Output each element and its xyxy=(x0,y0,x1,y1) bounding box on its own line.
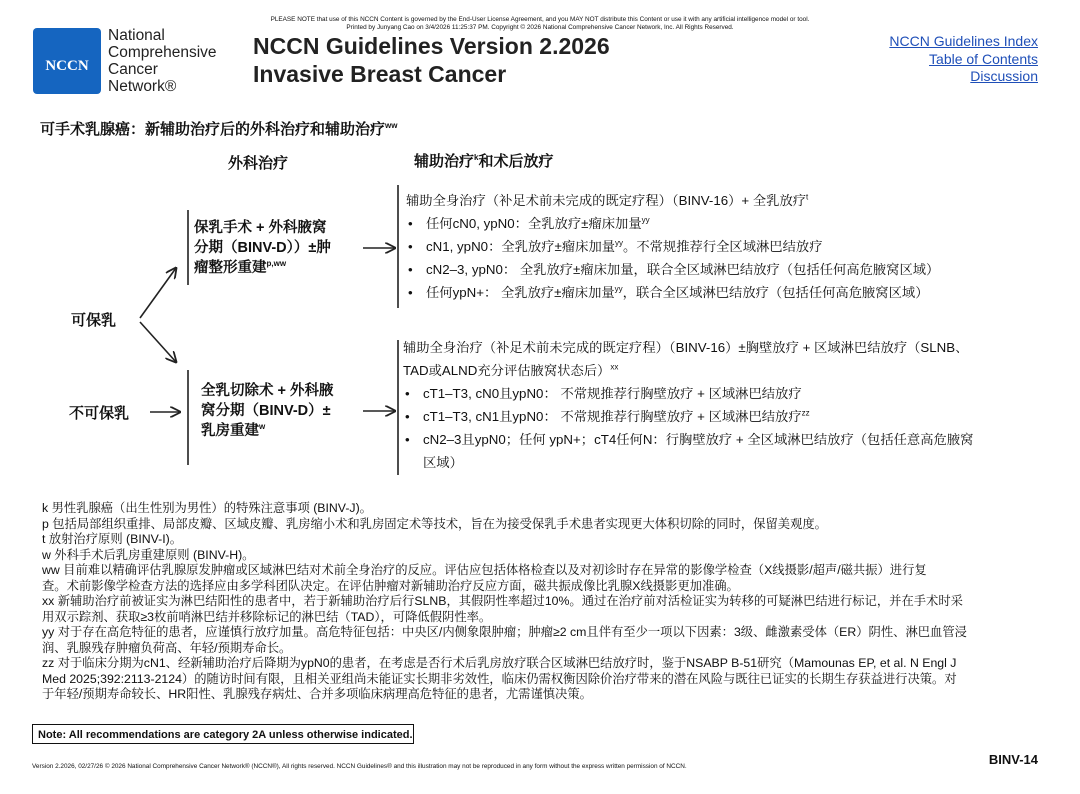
surgery-box-conserving xyxy=(194,218,331,278)
guideline-topic-title: Invasive Breast Cancer xyxy=(253,61,507,87)
footnote-xx-line-1: xx 新辅助治疗前被证实为淋巴结阳性的患者中，若于新辅助治疗后行SLNB，其假阴性率超过10%。通过在治疗前对活检证实为转移的可疑淋巴结进行标记，并在手术时采 xyxy=(42,594,963,608)
rec2-intro-2-text: TAD或ALND充分评估腋窝状态后） xyxy=(403,363,611,378)
arrow-to-conserving-surgery xyxy=(140,268,176,318)
logo-line-4: Network® xyxy=(108,78,177,95)
footnote-zz-line-3: 于年轻/预期寿命较长、HR阳性、乳腺残存病灶、合并多项临床病理高危特征的患者，尤需谨慎决策。 xyxy=(42,687,592,701)
rec2-item-2-text: cT1–T3, cN1且ypN0： 不常规推荐行胸壁放疗 + 区域淋巴结放疗 xyxy=(423,409,802,424)
footnote-ww-line-2: 查。术前影像学检查方法的选择应由多学科团队决定。在评估肿瘤对新辅助治疗反应方面，磁共振成像比乳腺X线摄影更加准确。 xyxy=(42,578,739,593)
footnote-zz-line-2: Med 2025;392:2113-2124）的随访时间有限，且相关亚组尚未能证实长期非劣效性，临床仍需权衡因除价治疗带来的潜在风险与既往已证实的长期生存获益进行决策。对 xyxy=(42,671,957,686)
box2-line-3-sup: w xyxy=(259,422,266,432)
rec2-item xyxy=(403,428,1048,474)
guideline-version-title: NCCN Guidelines Version 2.2026 xyxy=(253,33,610,59)
surgery-box-mastectomy xyxy=(201,381,334,441)
box1-line-3-text: 瘤整形重建 xyxy=(194,260,267,276)
rec1-item-4-tail: ，联合全区域淋巴结放疗（包括任何高危腋窝区域） xyxy=(622,285,929,300)
box2-line-1: 全乳切除术 + 外科腋 xyxy=(201,383,334,399)
box1-line-3-sup: p,ww xyxy=(266,259,287,269)
guidelines-index-link[interactable]: NCCN Guidelines Index xyxy=(889,33,1038,49)
footnote-t: t 放射治疗原则 (BINV-I)。 xyxy=(42,532,183,546)
logo-mark: NCCN xyxy=(45,58,89,74)
box1-line-2: 分期（BINV-D））±肿 xyxy=(194,240,331,256)
box1-line-1: 保乳手术 + 外科腋窝 xyxy=(194,220,327,236)
rec2-intro-line-2 xyxy=(403,359,1048,382)
box2-line-2: 窝分期（BINV-D）± xyxy=(201,403,331,419)
footnote-yy-line-1: yy 对于存在高危特征的患者，应谨慎行放疗加量。高危特征包括：中央区/内侧象限肿瘤；肿瘤≥2 cm且伴有至少一项以下因素：3级、雌激素受体（ER）阴性、淋巴血管浸 xyxy=(42,625,967,639)
notice-line-1: PLEASE NOTE that use of this NCCN Content is governed by the End-User License Agreement, and you MAY NOT distribute this Content or use it with any artificial intelligence model or tool. xyxy=(270,16,810,23)
rec2-intro-line-1: 辅助全身治疗（补足术前未完成的既定疗程）（BINV-16）±胸壁放疗 + 区域淋巴结放疗（SLNB、 xyxy=(403,340,969,355)
rec2-item-1-text: cT1–T3, cN0且ypN0： 不常规推荐行胸壁放疗 + 区域淋巴结放疗 xyxy=(423,386,802,401)
copyright-footer: Version 2.2026, 02/27/26 © 2026 National Comprehensive Cancer Network® (NCCN®), All rights reserved. NCCN Guidelines® and this illustration may not be reproduced in any form without the express written permission of NCCN. xyxy=(32,763,687,770)
rec1-item-2-tail: 。不常规推荐行全区域淋巴结放疗 xyxy=(623,239,823,254)
footnote-yy-line-2: 润、乳腺残存肿瘤负荷高、年轻/预期寿命长。 xyxy=(42,640,292,655)
branch-label-conserving: 可保乳 xyxy=(71,312,117,329)
footnote-w: w 外科手术后乳房重建原则 (BINV-H)。 xyxy=(42,547,255,562)
page-title-text: 可手术乳腺癌：新辅助治疗后的外科治疗和辅助治疗 xyxy=(40,121,386,138)
logo-line-1: National xyxy=(108,27,165,44)
table-of-contents-link[interactable]: Table of Contents xyxy=(929,51,1038,67)
category-note: Note: All recommendations are category 2A unless otherwise indicated. xyxy=(32,724,414,744)
arrow-to-mastectomy-from-conserve xyxy=(140,322,176,362)
footnotes xyxy=(42,501,1044,703)
rec1-item xyxy=(406,281,1046,304)
rec2-intro-sup: xx xyxy=(610,362,619,372)
rec1-item-2-text: cN1, ypN0：全乳放疗±瘤床加量 xyxy=(426,239,616,254)
rec2-item xyxy=(403,382,1048,405)
rec1-item-2-sup: yy xyxy=(615,238,624,248)
rec2-item-2-sup: zz xyxy=(801,408,810,418)
box2-line-3-text: 乳房重建 xyxy=(201,423,259,439)
discussion-link[interactable]: Discussion xyxy=(970,68,1038,84)
footnote-p: p 包括局部组织重排、局部皮瓣、区域皮瓣、乳房缩小术和乳房固定术等技术，旨在为接受保乳手术患者实现更大体积切除的同时，保留美观度。 xyxy=(42,516,827,531)
page-title-sup: ww xyxy=(385,121,398,130)
footnote-ww-line-1: ww 目前难以精确评估乳腺原发肿瘤或区域淋巴结对术前全身治疗的反应。评估应包括体格检查以及对初诊时存在异常的影像学检查（X线摄影/超声/磁共振）进行复 xyxy=(42,563,927,577)
rec1-intro xyxy=(406,189,1046,212)
rec2-item-3-line-1: • cN2–3且ypN0；任何 ypN+；cT4任何N：行胸壁放疗 + 全区域淋巴结放疗（包括任意高危腋窝 xyxy=(423,432,974,447)
logo-line-2: Comprehensive xyxy=(108,44,217,61)
rec1-item-1-sup: yy xyxy=(641,215,650,225)
footnote-xx-line-2: 用双示踪剂、获取≥3枚前哨淋巴结并移除标记的淋巴结（TAD），可降低假阴性率。 xyxy=(42,609,492,624)
notice-line-2: Printed by Junyang Cao on 3/4/2026 11:25:37 PM. Copyright © 2026 National Comprehensive Cancer Network, Inc. All Rights Reserved. xyxy=(346,24,734,31)
page-number: BINV-14 xyxy=(988,752,1038,767)
rec1-item xyxy=(406,258,1046,281)
rec2-item-3-line-2: 区域） xyxy=(423,455,463,470)
footnote-k: k 男性乳腺癌（出生性别为男性）的特殊注意事项 (BINV-J)。 xyxy=(42,501,372,515)
box2-line-3 xyxy=(201,421,334,441)
rec1-item xyxy=(406,212,1046,235)
rec2-item xyxy=(403,405,1048,428)
branch-label-nonconserving: 不可保乳 xyxy=(69,405,130,422)
column-header-adjuvant-sup: k xyxy=(474,153,479,162)
column-header-surgery: 外科治疗 xyxy=(228,155,289,172)
rec1-intro-sup: t xyxy=(806,192,809,202)
rec1-item-4-text: 任何ypN+： 全乳放疗±瘤床加量 xyxy=(426,285,615,300)
rec1-item-1-text: 任何cN0, ypN0：全乳放疗±瘤床加量 xyxy=(426,216,642,231)
column-header-adjuvant-tail: 和术后放疗 xyxy=(478,153,554,170)
rec1-item-4-sup: yy xyxy=(614,284,623,294)
column-header-adjuvant-text: 辅助治疗 xyxy=(414,153,475,170)
recommendation-mastectomy xyxy=(403,336,1048,474)
box1-line-3 xyxy=(194,258,331,278)
rec1-intro-text: 辅助全身治疗（补足术前未完成的既定疗程）（BINV-16）+ 全乳放疗 xyxy=(406,193,807,208)
recommendation-conserving xyxy=(406,189,1046,304)
rec1-item xyxy=(406,235,1046,258)
footnote-zz-line-1: zz 对于临床分期为cN1、经新辅助治疗后降期为ypN0的患者，在考虑是否行术后乳房放疗联合区域淋巴结放疗时，鉴于NSABP B-51研究（Mamounas EP, et al. N Engl J xyxy=(42,656,957,670)
rec1-item-3-text: cN2–3, ypN0： 全乳放疗±瘤床加量，联合全区域淋巴结放疗（包括任何高危腋窝区域） xyxy=(426,262,940,277)
logo-line-3: Cancer xyxy=(108,61,158,78)
